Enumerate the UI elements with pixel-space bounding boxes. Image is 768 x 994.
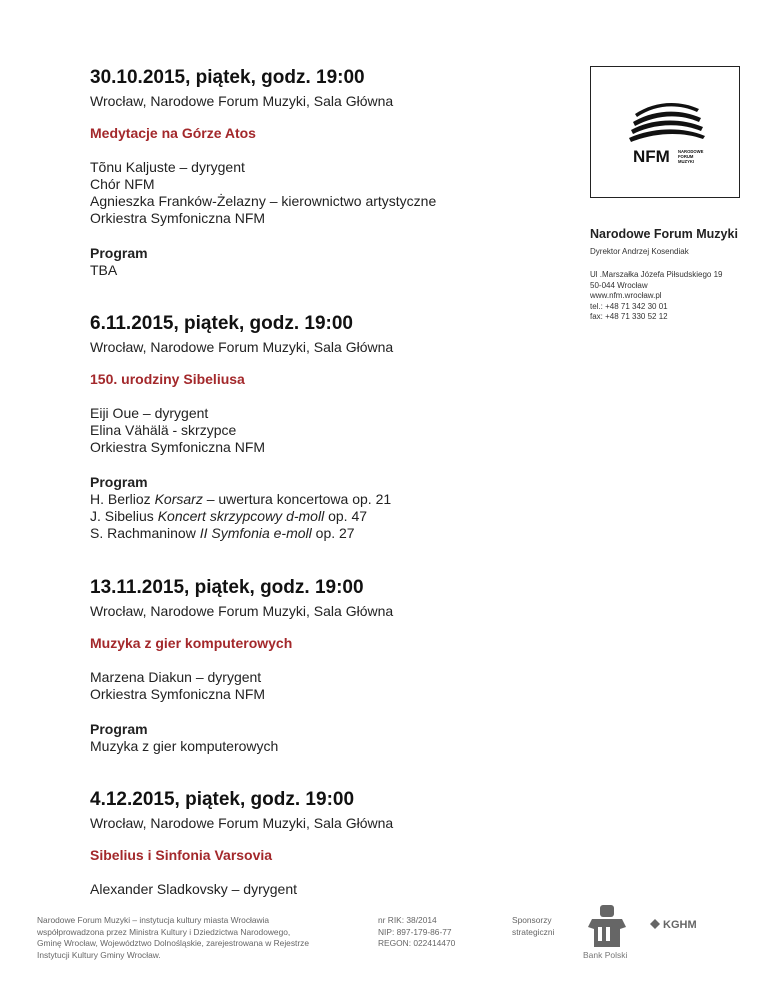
org-address-line: www.nfm.wrocław.pl	[590, 291, 662, 300]
event-venue: Wrocław, Narodowe Forum Muzyki, Sala Główna	[90, 339, 394, 355]
performer-line: Orkiestra Symfoniczna NFM	[90, 210, 266, 226]
program-item-detail: op. 47	[324, 508, 368, 524]
logo-text: NFM	[633, 147, 670, 166]
footer-line: nr RIK: 38/2014	[378, 915, 437, 925]
program-label: Program	[90, 474, 148, 490]
performer-line: Elina Vähälä - skrzypce	[90, 422, 237, 438]
org-name: Narodowe Forum Muzyki	[590, 227, 738, 241]
logo-sub-line: FORUM	[678, 154, 694, 159]
performer-line: Agnieszka Franków-Żelazny – kierownictwo artystyczne	[90, 193, 437, 209]
program-item-composer: S. Rachmaninow	[90, 525, 200, 541]
performer-line: Eiji Oue – dyrygent	[90, 405, 209, 421]
footer-line: Gminę Wrocław, Województwo Dolnośląskie, zarejestrowana w Rejestrze	[37, 938, 309, 948]
program-item	[90, 262, 560, 279]
event-date: 6.11.2015, piątek, godz. 19:00	[90, 313, 353, 334]
event-title: Medytacje na Górze Atos	[90, 125, 256, 141]
program-item-work: Korsarz	[154, 491, 203, 507]
org-address-line: Ul .Marszałka Józefa Piłsudskiego 19	[590, 270, 723, 279]
program-section	[90, 245, 560, 279]
performer-line: Alexander Sladkovsky – dyrygent	[90, 881, 297, 897]
logo-sub-line: MUZYKI	[678, 159, 695, 164]
footer-line: Sponsorzy	[512, 915, 552, 925]
org-director: Dyrektor Andrzej Kosendiak	[590, 247, 689, 256]
program-item-detail: op. 27	[311, 525, 355, 541]
event-block	[90, 67, 560, 279]
event-venue: Wrocław, Narodowe Forum Muzyki, Sala Główna	[90, 93, 394, 109]
program-list	[90, 491, 560, 542]
footer-line: współprowadzona przez Ministra Kultury i Dziedzictwa Narodowego,	[37, 926, 291, 937]
event-block	[90, 313, 560, 542]
event-title: Muzyka z gier komputerowych	[90, 635, 293, 651]
kghm-text: KGHM	[663, 919, 697, 931]
kghm-logo-icon	[648, 917, 706, 931]
event-venue: Wrocław, Narodowe Forum Muzyki, Sala Główna	[90, 603, 394, 619]
program-item-composer: H. Berlioz	[90, 491, 155, 507]
performer-line: Tõnu Kaljuste – dyrygent	[90, 159, 245, 175]
program-label: Program	[90, 721, 148, 737]
program-item	[90, 738, 560, 755]
event-date: 13.11.2015, piątek, godz. 19:00	[90, 577, 364, 598]
event-block	[90, 577, 560, 755]
org-address-line: tel.: +48 71 342 30 01	[590, 301, 668, 311]
program-item	[90, 525, 560, 542]
footer-line: NIP: 897-179-86-77	[378, 926, 452, 937]
program-item-composer: Muzyka z gier komputerowych	[90, 738, 279, 754]
logo-sub-line: NARODOWE	[678, 149, 704, 154]
program-item-composer: TBA	[90, 262, 118, 278]
org-address-line: fax: +48 71 330 52 12	[590, 312, 668, 321]
performer-line: Orkiestra Symfoniczna NFM	[90, 686, 266, 702]
program-list	[90, 738, 560, 755]
program-section	[90, 474, 560, 542]
performer-list	[90, 159, 560, 227]
footer-sponsors-label	[512, 915, 572, 938]
org-info	[590, 227, 760, 323]
performer-list	[90, 881, 560, 898]
footer-line: Narodowe Forum Muzyki – instytucja kultury miasta Wrocławia	[37, 915, 270, 925]
nfm-logo	[590, 66, 740, 198]
org-address-line: 50-044 Wrocław	[590, 280, 648, 290]
program-list	[90, 262, 560, 279]
footer-registration	[378, 915, 478, 950]
program-item-work: II Symfonia e-moll	[199, 525, 312, 541]
event-venue: Wrocław, Narodowe Forum Muzyki, Sala Główna	[90, 815, 394, 831]
footer-line: strategiczni	[512, 926, 555, 937]
performer-line: Marzena Diakun – dyrygent	[90, 669, 262, 685]
nfm-wave-logo-icon	[591, 67, 741, 199]
program-item-detail: – uwertura koncertowa op. 21	[202, 491, 392, 507]
program-item	[90, 508, 560, 525]
event-title: Sibelius i Sinfonia Varsovia	[90, 847, 273, 863]
event-date: 4.12.2015, piątek, godz. 19:00	[90, 789, 355, 810]
footer-line: REGON: 022414470	[378, 938, 456, 948]
footer-legal-note	[37, 915, 357, 961]
program-item-work: Koncert skrzypcowy d-moll	[157, 508, 325, 524]
program-section	[90, 721, 560, 755]
performer-list	[90, 405, 560, 456]
performer-list	[90, 669, 560, 703]
program-item	[90, 491, 560, 508]
event-title: 150. urodziny Sibeliusa	[90, 371, 245, 387]
performer-line: Chór NFM	[90, 176, 155, 192]
program-label: Program	[90, 245, 148, 261]
bank-polski-label: Bank Polski	[583, 950, 628, 960]
org-address	[590, 270, 760, 323]
performer-line: Orkiestra Symfoniczna NFM	[90, 439, 266, 455]
program-item-composer: J. Sibelius	[90, 508, 158, 524]
event-block	[90, 789, 560, 898]
event-date: 30.10.2015, piątek, godz. 19:00	[90, 67, 365, 88]
footer-line: Instytucji Kultury Gminy Wrocław.	[37, 949, 161, 960]
